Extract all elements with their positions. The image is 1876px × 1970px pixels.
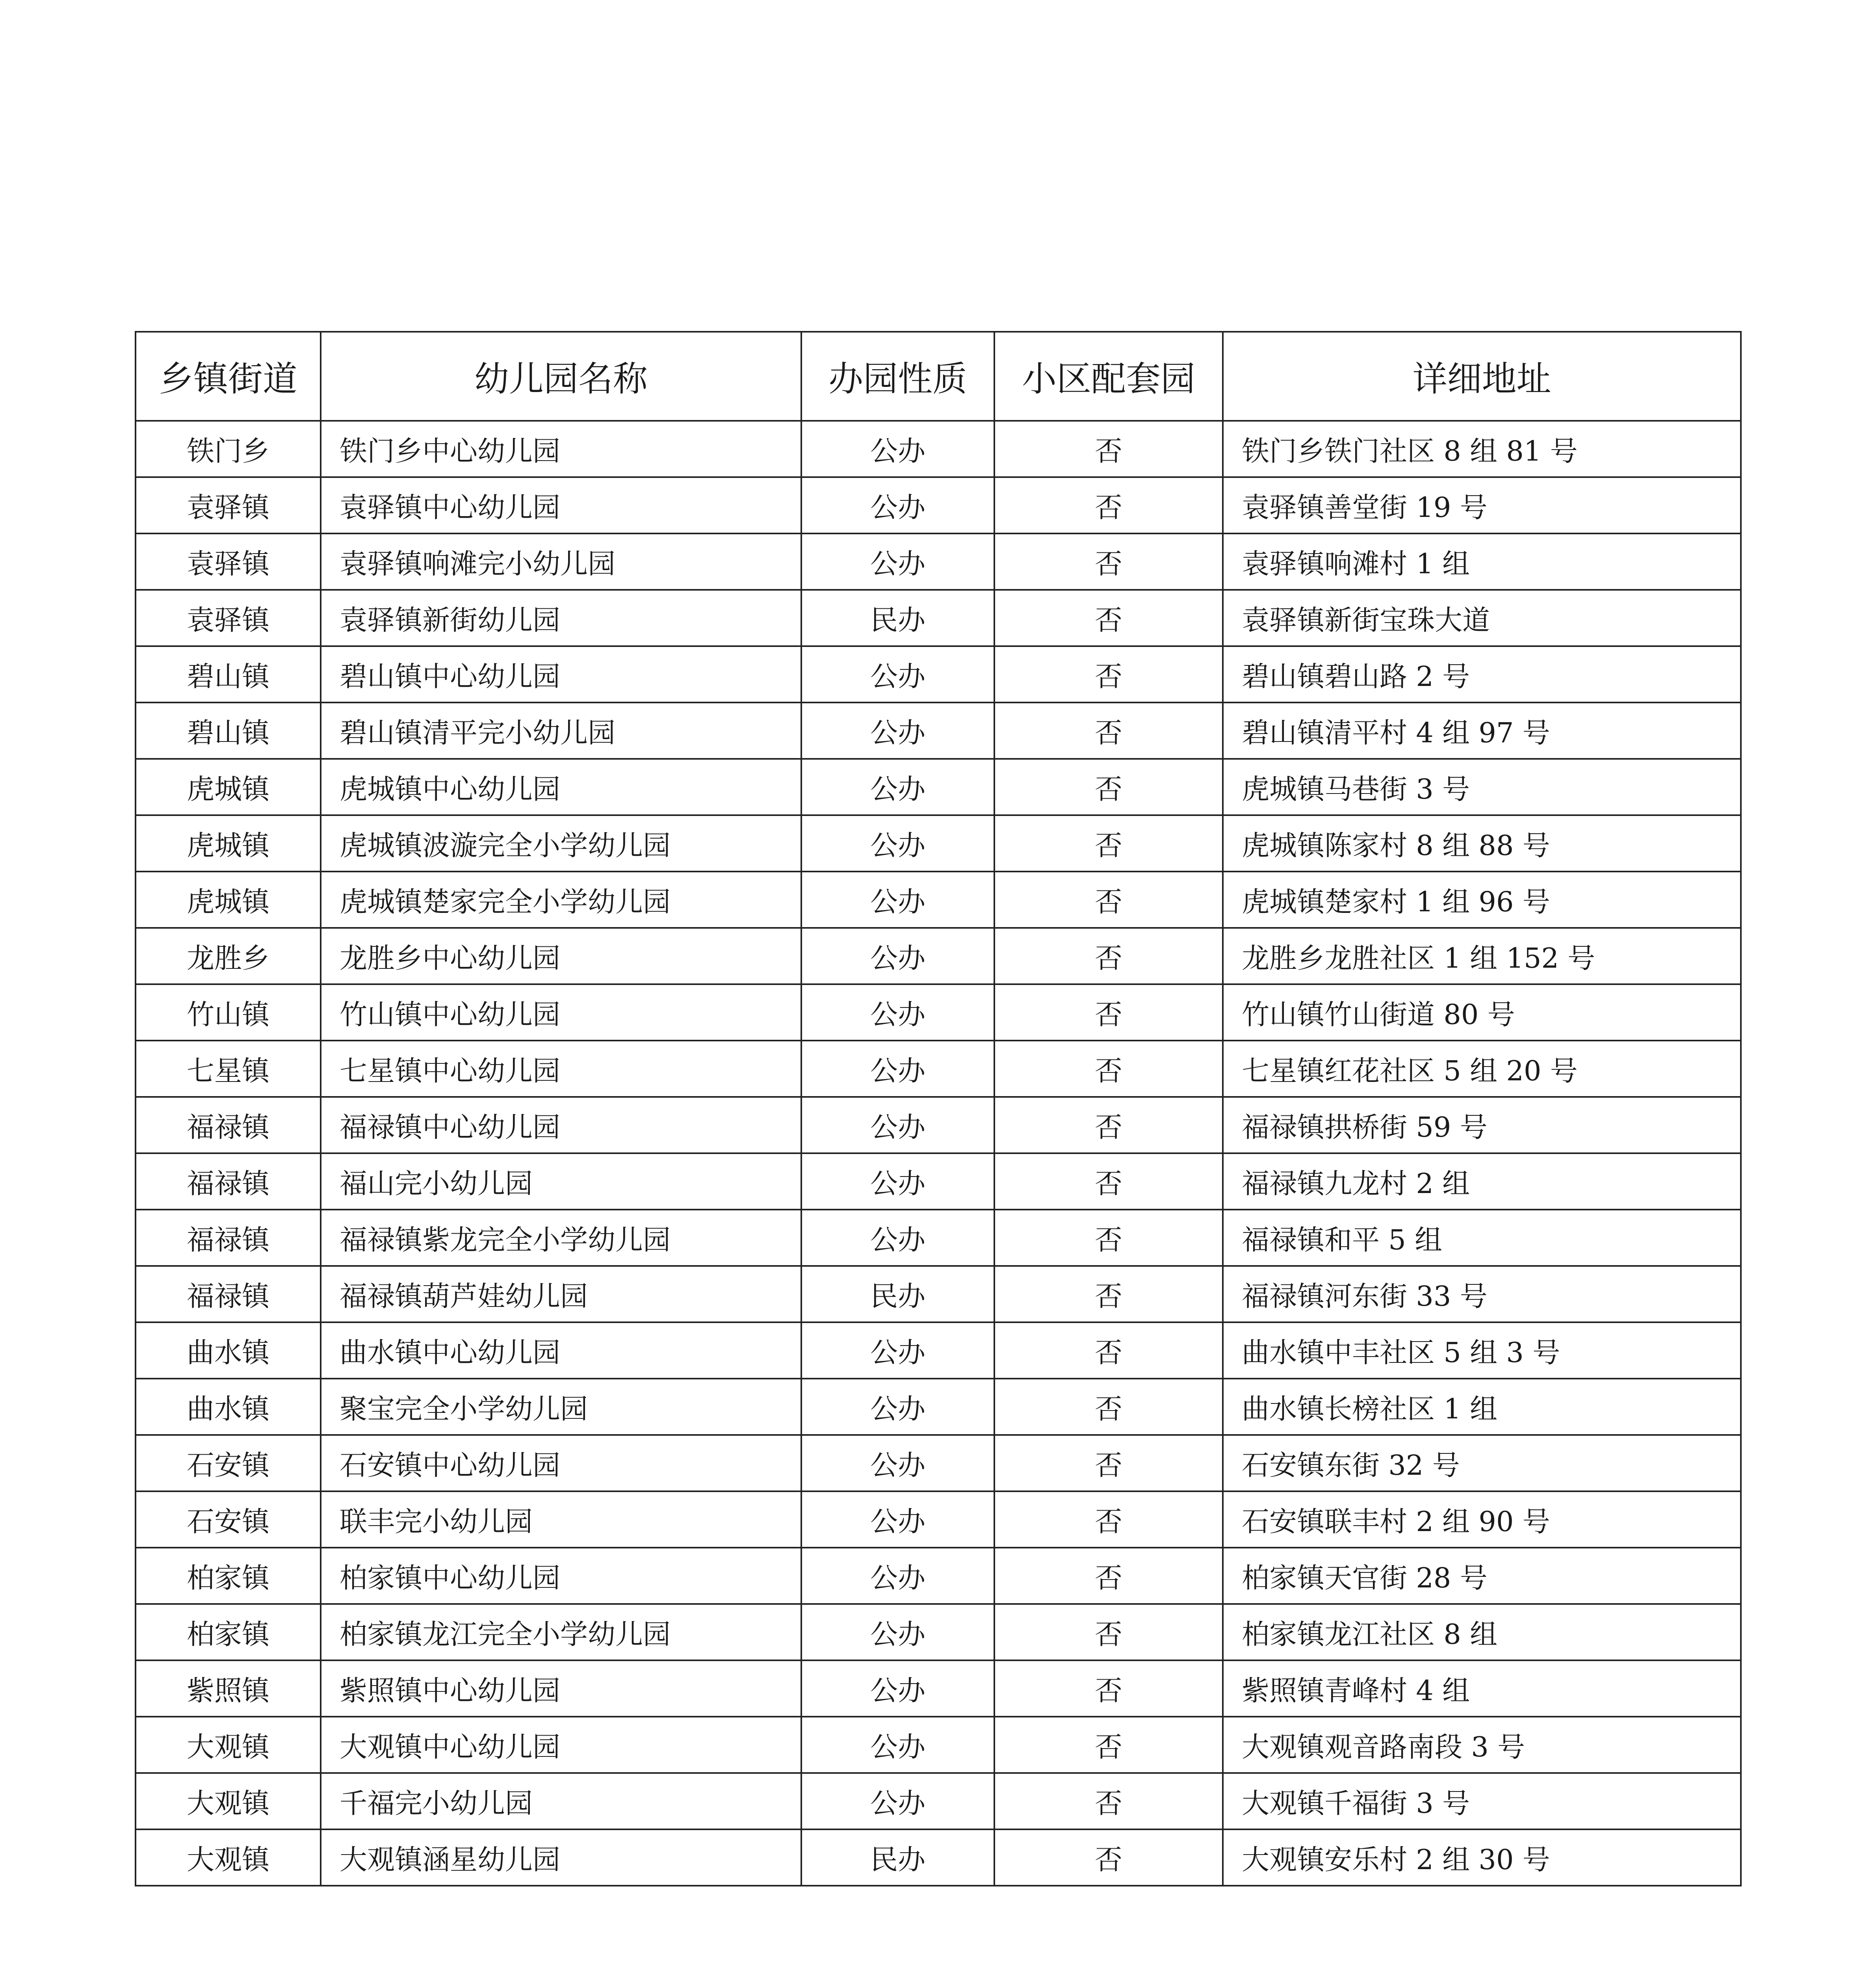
cell-address: 柏家镇天官街 28 号 bbox=[1223, 1548, 1741, 1604]
cell-ownership-type: 公办 bbox=[801, 421, 994, 477]
cell-address: 袁驿镇善堂街 19 号 bbox=[1223, 477, 1741, 533]
cell-address: 七星镇红花社区 5 组 20 号 bbox=[1223, 1041, 1741, 1097]
cell-township: 柏家镇 bbox=[136, 1604, 321, 1660]
table-row bbox=[136, 928, 1741, 984]
cell-kindergarten-name: 虎城镇中心幼儿园 bbox=[321, 759, 801, 815]
table-row bbox=[136, 703, 1741, 759]
cell-address: 碧山镇清平村 4 组 97 号 bbox=[1223, 703, 1741, 759]
cell-community-kindergarten: 否 bbox=[994, 421, 1223, 477]
cell-address: 紫照镇青峰村 4 组 bbox=[1223, 1660, 1741, 1717]
cell-ownership-type: 公办 bbox=[801, 759, 994, 815]
cell-address: 曲水镇长榜社区 1 组 bbox=[1223, 1379, 1741, 1435]
cell-kindergarten-name: 七星镇中心幼儿园 bbox=[321, 1041, 801, 1097]
cell-address: 福禄镇拱桥街 59 号 bbox=[1223, 1097, 1741, 1153]
cell-township: 大观镇 bbox=[136, 1829, 321, 1886]
cell-ownership-type: 公办 bbox=[801, 1773, 994, 1829]
cell-ownership-type: 民办 bbox=[801, 1266, 994, 1322]
cell-township: 七星镇 bbox=[136, 1041, 321, 1097]
cell-community-kindergarten: 否 bbox=[994, 759, 1223, 815]
cell-address: 福禄镇和平 5 组 bbox=[1223, 1210, 1741, 1266]
cell-kindergarten-name: 柏家镇中心幼儿园 bbox=[321, 1548, 801, 1604]
cell-address: 碧山镇碧山路 2 号 bbox=[1223, 646, 1741, 703]
cell-ownership-type: 公办 bbox=[801, 1717, 994, 1773]
cell-community-kindergarten: 否 bbox=[994, 1604, 1223, 1660]
cell-community-kindergarten: 否 bbox=[994, 1379, 1223, 1435]
cell-township: 石安镇 bbox=[136, 1435, 321, 1491]
table-header-row bbox=[136, 332, 1741, 421]
table-row bbox=[136, 477, 1741, 533]
cell-kindergarten-name: 大观镇涵星幼儿园 bbox=[321, 1829, 801, 1886]
cell-kindergarten-name: 福禄镇中心幼儿园 bbox=[321, 1097, 801, 1153]
cell-community-kindergarten: 否 bbox=[994, 1491, 1223, 1548]
cell-township: 柏家镇 bbox=[136, 1548, 321, 1604]
cell-township: 紫照镇 bbox=[136, 1660, 321, 1717]
table-row bbox=[136, 1491, 1741, 1548]
table-row bbox=[136, 815, 1741, 872]
cell-ownership-type: 公办 bbox=[801, 1153, 994, 1210]
cell-ownership-type: 公办 bbox=[801, 1435, 994, 1491]
cell-community-kindergarten: 否 bbox=[994, 533, 1223, 590]
cell-address: 龙胜乡龙胜社区 1 组 152 号 bbox=[1223, 928, 1741, 984]
cell-township: 铁门乡 bbox=[136, 421, 321, 477]
cell-township: 袁驿镇 bbox=[136, 533, 321, 590]
cell-kindergarten-name: 竹山镇中心幼儿园 bbox=[321, 984, 801, 1041]
cell-kindergarten-name: 曲水镇中心幼儿园 bbox=[321, 1322, 801, 1379]
cell-ownership-type: 公办 bbox=[801, 646, 994, 703]
kindergarten-table bbox=[135, 331, 1742, 1886]
cell-kindergarten-name: 铁门乡中心幼儿园 bbox=[321, 421, 801, 477]
table-row bbox=[136, 984, 1741, 1041]
cell-township: 曲水镇 bbox=[136, 1322, 321, 1379]
table-row bbox=[136, 1210, 1741, 1266]
cell-ownership-type: 公办 bbox=[801, 1097, 994, 1153]
cell-township: 竹山镇 bbox=[136, 984, 321, 1041]
table-row bbox=[136, 1829, 1741, 1886]
cell-kindergarten-name: 紫照镇中心幼儿园 bbox=[321, 1660, 801, 1717]
header-ownership-type: 办园性质 bbox=[801, 332, 994, 421]
cell-ownership-type: 公办 bbox=[801, 815, 994, 872]
cell-address: 铁门乡铁门社区 8 组 81 号 bbox=[1223, 421, 1741, 477]
header-township: 乡镇街道 bbox=[136, 332, 321, 421]
cell-community-kindergarten: 否 bbox=[994, 477, 1223, 533]
cell-ownership-type: 公办 bbox=[801, 928, 994, 984]
table-row bbox=[136, 1322, 1741, 1379]
table-row bbox=[136, 590, 1741, 646]
cell-community-kindergarten: 否 bbox=[994, 1717, 1223, 1773]
table-body bbox=[136, 421, 1741, 1886]
cell-kindergarten-name: 袁驿镇响滩完小幼儿园 bbox=[321, 533, 801, 590]
cell-township: 虎城镇 bbox=[136, 815, 321, 872]
table-row bbox=[136, 1379, 1741, 1435]
cell-community-kindergarten: 否 bbox=[994, 1097, 1223, 1153]
cell-address: 大观镇安乐村 2 组 30 号 bbox=[1223, 1829, 1741, 1886]
cell-address: 袁驿镇响滩村 1 组 bbox=[1223, 533, 1741, 590]
table-row bbox=[136, 533, 1741, 590]
cell-address: 柏家镇龙江社区 8 组 bbox=[1223, 1604, 1741, 1660]
cell-ownership-type: 公办 bbox=[801, 477, 994, 533]
cell-township: 福禄镇 bbox=[136, 1097, 321, 1153]
cell-ownership-type: 民办 bbox=[801, 590, 994, 646]
cell-township: 福禄镇 bbox=[136, 1266, 321, 1322]
cell-address: 竹山镇竹山街道 80 号 bbox=[1223, 984, 1741, 1041]
table-row bbox=[136, 1660, 1741, 1717]
cell-ownership-type: 公办 bbox=[801, 872, 994, 928]
cell-kindergarten-name: 石安镇中心幼儿园 bbox=[321, 1435, 801, 1491]
cell-ownership-type: 公办 bbox=[801, 1379, 994, 1435]
cell-community-kindergarten: 否 bbox=[994, 1548, 1223, 1604]
cell-address: 袁驿镇新街宝珠大道 bbox=[1223, 590, 1741, 646]
cell-community-kindergarten: 否 bbox=[994, 1153, 1223, 1210]
cell-township: 石安镇 bbox=[136, 1491, 321, 1548]
cell-township: 碧山镇 bbox=[136, 703, 321, 759]
cell-kindergarten-name: 福山完小幼儿园 bbox=[321, 1153, 801, 1210]
cell-township: 龙胜乡 bbox=[136, 928, 321, 984]
cell-kindergarten-name: 袁驿镇中心幼儿园 bbox=[321, 477, 801, 533]
table-row bbox=[136, 1604, 1741, 1660]
cell-community-kindergarten: 否 bbox=[994, 872, 1223, 928]
cell-community-kindergarten: 否 bbox=[994, 1266, 1223, 1322]
cell-ownership-type: 公办 bbox=[801, 1660, 994, 1717]
cell-township: 大观镇 bbox=[136, 1717, 321, 1773]
cell-address: 大观镇观音路南段 3 号 bbox=[1223, 1717, 1741, 1773]
cell-township: 袁驿镇 bbox=[136, 477, 321, 533]
cell-ownership-type: 公办 bbox=[801, 533, 994, 590]
cell-ownership-type: 公办 bbox=[801, 1210, 994, 1266]
cell-township: 曲水镇 bbox=[136, 1379, 321, 1435]
cell-address: 大观镇千福街 3 号 bbox=[1223, 1773, 1741, 1829]
cell-community-kindergarten: 否 bbox=[994, 1322, 1223, 1379]
cell-township: 虎城镇 bbox=[136, 759, 321, 815]
cell-community-kindergarten: 否 bbox=[994, 646, 1223, 703]
table-row bbox=[136, 759, 1741, 815]
table-row bbox=[136, 1097, 1741, 1153]
table-row bbox=[136, 1548, 1741, 1604]
table-row bbox=[136, 1435, 1741, 1491]
cell-ownership-type: 公办 bbox=[801, 1041, 994, 1097]
header-kindergarten-name: 幼儿园名称 bbox=[321, 332, 801, 421]
cell-address: 虎城镇陈家村 8 组 88 号 bbox=[1223, 815, 1741, 872]
cell-community-kindergarten: 否 bbox=[994, 815, 1223, 872]
cell-address: 曲水镇中丰社区 5 组 3 号 bbox=[1223, 1322, 1741, 1379]
cell-township: 碧山镇 bbox=[136, 646, 321, 703]
cell-ownership-type: 公办 bbox=[801, 703, 994, 759]
cell-community-kindergarten: 否 bbox=[994, 1041, 1223, 1097]
cell-community-kindergarten: 否 bbox=[994, 1435, 1223, 1491]
cell-kindergarten-name: 龙胜乡中心幼儿园 bbox=[321, 928, 801, 984]
cell-ownership-type: 公办 bbox=[801, 1604, 994, 1660]
cell-address: 石安镇东街 32 号 bbox=[1223, 1435, 1741, 1491]
cell-township: 福禄镇 bbox=[136, 1210, 321, 1266]
header-address: 详细地址 bbox=[1223, 332, 1741, 421]
table-row bbox=[136, 646, 1741, 703]
cell-address: 福禄镇河东街 33 号 bbox=[1223, 1266, 1741, 1322]
cell-township: 福禄镇 bbox=[136, 1153, 321, 1210]
cell-kindergarten-name: 联丰完小幼儿园 bbox=[321, 1491, 801, 1548]
cell-community-kindergarten: 否 bbox=[994, 984, 1223, 1041]
cell-kindergarten-name: 碧山镇清平完小幼儿园 bbox=[321, 703, 801, 759]
cell-ownership-type: 民办 bbox=[801, 1829, 994, 1886]
table-row bbox=[136, 1266, 1741, 1322]
cell-kindergarten-name: 柏家镇龙江完全小学幼儿园 bbox=[321, 1604, 801, 1660]
cell-kindergarten-name: 聚宝完全小学幼儿园 bbox=[321, 1379, 801, 1435]
table-row bbox=[136, 1717, 1741, 1773]
cell-kindergarten-name: 千福完小幼儿园 bbox=[321, 1773, 801, 1829]
cell-kindergarten-name: 袁驿镇新街幼儿园 bbox=[321, 590, 801, 646]
cell-township: 虎城镇 bbox=[136, 872, 321, 928]
cell-kindergarten-name: 碧山镇中心幼儿园 bbox=[321, 646, 801, 703]
cell-kindergarten-name: 大观镇中心幼儿园 bbox=[321, 1717, 801, 1773]
cell-ownership-type: 公办 bbox=[801, 984, 994, 1041]
cell-community-kindergarten: 否 bbox=[994, 703, 1223, 759]
cell-community-kindergarten: 否 bbox=[994, 928, 1223, 984]
cell-address: 虎城镇马巷街 3 号 bbox=[1223, 759, 1741, 815]
cell-township: 袁驿镇 bbox=[136, 590, 321, 646]
table-row bbox=[136, 421, 1741, 477]
table-row bbox=[136, 1153, 1741, 1210]
table-row bbox=[136, 872, 1741, 928]
cell-ownership-type: 公办 bbox=[801, 1548, 994, 1604]
cell-kindergarten-name: 福禄镇葫芦娃幼儿园 bbox=[321, 1266, 801, 1322]
header-community-kindergarten: 小区配套园 bbox=[994, 332, 1223, 421]
cell-community-kindergarten: 否 bbox=[994, 1660, 1223, 1717]
cell-community-kindergarten: 否 bbox=[994, 1829, 1223, 1886]
cell-address: 虎城镇楚家村 1 组 96 号 bbox=[1223, 872, 1741, 928]
cell-community-kindergarten: 否 bbox=[994, 590, 1223, 646]
cell-ownership-type: 公办 bbox=[801, 1491, 994, 1548]
cell-ownership-type: 公办 bbox=[801, 1322, 994, 1379]
cell-township: 大观镇 bbox=[136, 1773, 321, 1829]
table-row bbox=[136, 1041, 1741, 1097]
cell-kindergarten-name: 虎城镇楚家完全小学幼儿园 bbox=[321, 872, 801, 928]
cell-community-kindergarten: 否 bbox=[994, 1210, 1223, 1266]
cell-kindergarten-name: 福禄镇紫龙完全小学幼儿园 bbox=[321, 1210, 801, 1266]
cell-address: 福禄镇九龙村 2 组 bbox=[1223, 1153, 1741, 1210]
cell-address: 石安镇联丰村 2 组 90 号 bbox=[1223, 1491, 1741, 1548]
cell-community-kindergarten: 否 bbox=[994, 1773, 1223, 1829]
table-row bbox=[136, 1773, 1741, 1829]
cell-kindergarten-name: 虎城镇波漩完全小学幼儿园 bbox=[321, 815, 801, 872]
